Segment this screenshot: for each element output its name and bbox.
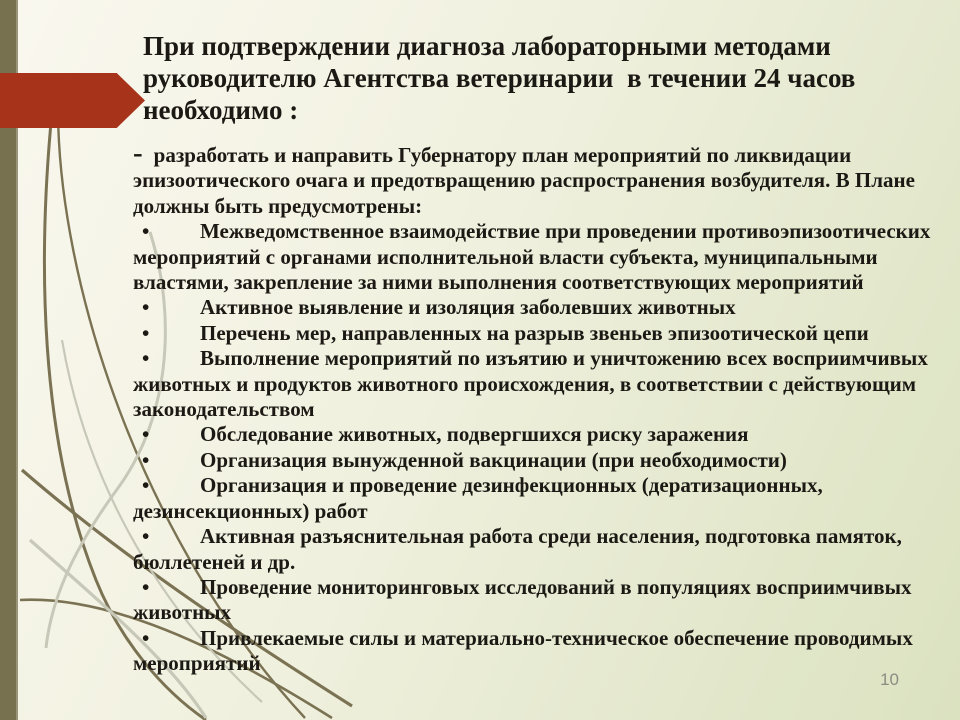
bullet-list [133,219,939,676]
bullet-marker: • [142,422,150,447]
bullet-marker: • [142,346,150,371]
bullet-marker: • [142,473,150,498]
bullet-text: Привлекаемые силы и материально-техническое обеспечение проводимых мероприятий [133,625,913,676]
bullet-text: Межведомственное взаимодействие при проведении противоэпизоотических мероприятий с органами исполнительной власти субъекта, муниципальными властями, закрепление за ними выполнения соответствующих мероприятий [133,219,931,295]
bullet-text: Организация и проведение дезинфекционных (дератизационных, дезинсекционных) работ [133,473,823,523]
bullet-marker: • [142,219,150,244]
slide-title [143,30,953,126]
intro-dash: - [133,137,143,169]
bullet-marker: • [142,625,150,650]
bullet-text: Активное выявление и изоляция заболевших животных [200,295,736,320]
bullet-marker: • [142,320,150,345]
bullet-marker: • [142,524,150,549]
bullet-marker: • [142,447,150,472]
bullet-text: Проведение мониторинговых исследований в популяциях восприимчивых животных [133,574,912,625]
bullet-item [133,422,939,447]
bullet-item [133,321,939,346]
bullet-marker: • [142,295,150,320]
bullet-item [133,295,939,320]
page-number: 10 [880,670,899,689]
bullet-text: Перечень мер, направленных на разрыв звеньев эпизоотической цепи [200,320,869,345]
red-arrow-shape [0,73,145,128]
bullet-item [133,626,939,677]
bullet-text: Организация вынужденной вакцинации (при необходимости) [200,447,787,472]
title-line: руководителю Агентства ветеринарии в течении 24 часов [143,63,856,93]
bullet-text: Обследование животных, подвергшихся риску заражения [200,422,749,447]
title-line: необходимо : [143,95,299,125]
bullet-item [133,575,939,626]
slide-body [133,139,939,677]
intro-paragraph [133,139,939,219]
bullet-item [133,219,939,295]
bullet-item [133,524,939,575]
bullet-item [133,448,939,473]
bullet-marker: • [142,574,150,599]
bullet-text: Выполнение мероприятий по изъятию и уничтожению всех восприимчивых животных и продуктов животного происхождения, в соответствии с действующим законодательством [133,346,928,422]
bullet-text: Активная разъяснительная работа среди населения, подготовка памяток, бюллетеней и др. [133,524,902,574]
title-line: При подтверждении диагноза лабораторными методами [143,31,831,61]
intro-text: разработать и направить Губернатору план мероприятий по ликвидации эпизоотического очага и предотвращению распространения возбудителя. В Плане должны быть предусмотрены: [133,143,915,218]
bullet-item [133,473,939,524]
bullet-item [133,346,939,422]
